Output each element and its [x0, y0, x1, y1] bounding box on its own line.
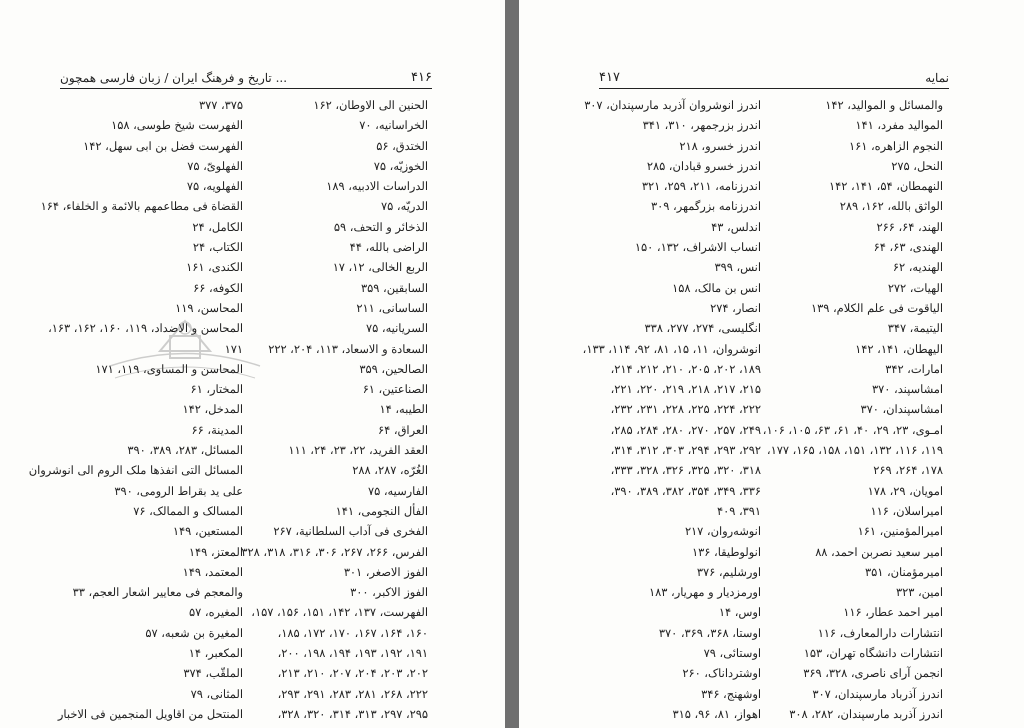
index-entry: الفهلویّ، ۷۵: [187, 158, 243, 173]
index-entry: الیاقوت فی علم الکلام، ۱۳۹: [811, 300, 943, 315]
index-entry: الکندی، ۱۶۱: [186, 260, 243, 275]
index-entry: الصالحین، ۳۵۹: [359, 361, 428, 376]
index-entry: الکامل، ۲۴: [192, 219, 243, 234]
index-entry: القضاة فی مطاعمهم بالائمة و الخلفاء، ۱۶۴: [40, 199, 243, 214]
index-entry: اندرز آذربد مارسپندان، ۲۸۲، ۳۰۸: [789, 706, 943, 721]
index-entry: ۳۷۵، ۳۷۷: [198, 98, 243, 112]
index-entry: المغیرة بن شعبه، ۵۷: [145, 625, 243, 640]
index-entry: الفارسیه، ۷۵: [367, 483, 428, 498]
index-entry: ۲۲۲، ۲۶۸، ۲۸۱، ۲۸۳، ۲۹۱، ۲۹۳،: [277, 686, 428, 701]
index-entry: ۱۹۱، ۱۹۲، ۱۹۳، ۱۹۴، ۱۹۸، ۲۰۰،: [277, 646, 428, 661]
index-entry: الکوفه، ۶۶: [193, 280, 243, 295]
index-entry: امیر احمد عطار، ۱۱۶: [843, 605, 943, 620]
index-entry: امشاسپندان، ۳۷۰: [860, 402, 943, 417]
left-page-header: [60, 66, 432, 89]
index-entry: الحنین الی الاوطان، ۱۶۲: [313, 98, 428, 112]
index-entry: المحاسن و المساوی، ۱۱۹، ۱۷۱: [95, 361, 243, 376]
index-entry: النحل، ۲۷۵: [891, 158, 943, 173]
index-entry: انتشارات دارالمعارف، ۱۱۶: [817, 625, 943, 640]
index-entry: ۱۷۱: [224, 341, 243, 356]
index-entry: المکعبر، ۱۴: [188, 646, 243, 661]
index-entry: انوشروان، ۱۱، ۱۵، ۸۱، ۹۲، ۱۱۴، ۱۳۳،: [582, 341, 761, 356]
index-entry: اوستا، ۳۶۸، ۳۶۹، ۳۷۰: [658, 625, 761, 640]
index-entry: اندلس، ۴۳: [711, 219, 761, 234]
index-entry: اهواز، ۸۱، ۹۶، ۳۱۵: [672, 706, 761, 721]
index-entry: النجوم الزاهره، ۱۶۱: [849, 138, 943, 153]
index-entry: ۱۷۸، ۲۶۴، ۲۶۹: [873, 463, 943, 478]
index-entry: ۳۱۸، ۳۲۰، ۳۲۵، ۳۲۶، ۳۲۸، ۳۳۳،: [610, 463, 761, 478]
index-entry: السریانیه، ۷۵: [366, 321, 428, 336]
index-entry: المستعین، ۱۴۹: [172, 524, 243, 539]
index-entry: اوس، ۱۴: [718, 605, 761, 620]
index-entry: انصار، ۲۷۴: [710, 300, 761, 315]
index-entry: الکتاب، ۲۴: [192, 240, 243, 255]
index-entry: اندرز انوشروان آذربد مارسپندان، ۳۰۷: [584, 98, 761, 112]
index-entry: المدخل، ۱۴۲: [182, 402, 243, 417]
index-entry: امشاسپند، ۳۷۰: [872, 382, 943, 397]
index-entry: السعادة و الاسعاد، ۱۱۳، ۲۰۴، ۲۲۲: [268, 341, 428, 356]
index-entry: المحاسن و الاضداد، ۱۱۹، ۱۶۰، ۱۶۲، ۱۶۳،: [48, 321, 243, 336]
index-entry: والمعجم فی معاییر اشعار العجم، ۳۳: [72, 585, 243, 600]
index-entry: الراضی بالله، ۴۴: [349, 240, 428, 255]
index-entry: الدریّه، ۷۵: [381, 199, 428, 214]
index-entry: الفوز الاکبر، ۳۰۰: [350, 585, 428, 600]
index-entry: اورمزدیار و مهریار، ۱۸۳: [649, 585, 761, 600]
index-entry: المنتحل من اقاویل المنجمین فی الاخبار: [57, 706, 243, 721]
index-entry: المدینة، ۶۶: [191, 422, 243, 437]
index-entry: اورشلیم، ۳۷۶: [696, 564, 761, 579]
page-divider: [505, 0, 519, 728]
index-entry: الفهرست فضل بن ابی سهل، ۱۴۲: [83, 138, 243, 153]
index-entry: ۲۲۲، ۲۲۴، ۲۲۵، ۲۲۸، ۲۳۱، ۲۳۲،: [610, 402, 761, 417]
index-entry: الواثق بالله، ۱۶۲، ۲۸۹: [839, 199, 943, 214]
index-entry: والمسائل و المواليد، ۱۴۲: [825, 98, 943, 112]
index-entry: المعتز، ۱۴۹: [188, 544, 243, 559]
right-page-header: [599, 66, 949, 89]
index-entry: اوستائی، ۷۹: [703, 646, 761, 661]
left-page: [0, 0, 505, 728]
index-entry: امین، ۳۲۳: [895, 585, 943, 600]
index-entry: الختدق، ۵۶: [376, 138, 428, 153]
index-entry: الهندی، ۶۳، ۶۴: [873, 240, 943, 255]
index-column-left: [28, 95, 243, 724]
index-column-right: [241, 95, 428, 724]
running-title: نمایه: [925, 71, 949, 85]
index-entry: ۲۰۲، ۲۰۳، ۲۰۴، ۲۰۷، ۲۱۰، ۲۱۳،: [277, 666, 428, 681]
index-entry: انس، ۳۹۹: [714, 260, 761, 275]
page-number: ۴۱۶: [411, 70, 432, 85]
index-entry: انوشه‌روان، ۲۱۷: [684, 524, 761, 539]
index-entry: ۲۹۵، ۲۹۷، ۳۱۳، ۳۱۴، ۳۲۰، ۳۲۸،: [277, 706, 428, 721]
index-entry: المسالک و الممالک، ۷۶: [133, 503, 243, 518]
index-entry: المواليد مفرد، ۱۴۱: [855, 118, 943, 133]
index-entry: اوشهنج، ۳۴۶: [701, 686, 761, 701]
index-entry: العراق، ۶۴: [378, 422, 428, 437]
index-entry: المحاسن، ۱۱۹: [175, 300, 243, 315]
index-entry: انولوطیقا، ۱۳۶: [692, 544, 761, 559]
index-entry: اندرزنامه بزرگمهر، ۳۰۹: [651, 199, 761, 214]
index-entry: الخوزیّه، ۷۵: [373, 158, 428, 173]
index-entry: العقد الفرید، ۲۲، ۲۳، ۲۴، ۱۱۱: [288, 443, 428, 458]
page-number: ۴۱۷: [599, 70, 620, 85]
index-entry: اندرز بزرجمهر، ۳۱۰، ۳۴۱: [642, 118, 761, 133]
index-entry: ۲۱۵، ۲۱۷، ۲۱۸، ۲۱۹، ۲۲۰، ۲۲۱،: [610, 382, 761, 397]
index-entry: اندرز خسرو، ۲۱۸: [679, 138, 761, 153]
index-entry: المعتمد، ۱۴۹: [182, 564, 243, 579]
index-entry: امویان، ۲۹، ۱۷۸: [867, 483, 943, 498]
index-entry: اندرزنامه، ۲۱۱، ۲۵۹، ۳۲۱: [641, 179, 761, 194]
index-entry: امارات، ۳۴۲: [885, 361, 943, 376]
index-entry: علی ید بقراط الرومی، ۳۹۰: [114, 483, 243, 498]
index-entry: الذخائر و التحف، ۵۹: [333, 219, 428, 234]
index-entry: اندرز خسرو قبادان، ۲۸۵: [646, 158, 761, 173]
index-entry: الفوز الاصغر، ۳۰۱: [343, 564, 428, 579]
index-entry: امیراسلان، ۱۱۶: [870, 503, 943, 518]
index-entry: انساب الاشراف، ۱۳۲، ۱۵۰: [634, 240, 761, 255]
index-entry: انس بن مالک، ۱۵۸: [672, 280, 761, 295]
index-entry: الغُرّه، ۲۸۷، ۲۸۸: [352, 463, 428, 478]
index-entry: الفأل النجومی، ۱۴۱: [335, 503, 428, 518]
index-entry: امیر سعید نصربن احمد، ۸۸: [815, 544, 943, 559]
running-title: تاریخ و فرهنگ ایران / زبان فارسی همچون ...: [60, 71, 288, 85]
index-entry: ۲۴۹، ۲۵۷، ۲۷۰، ۲۸۰، ۲۸۴، ۲۸۵،: [610, 422, 761, 437]
index-entry: ۱۱۹، ۱۱۶، ۱۳۲، ۱۵۱، ۱۵۸، ۱۶۵، ۱۷۷،: [766, 443, 943, 458]
index-entry: الساسانی، ۲۱۱: [356, 300, 428, 315]
index-entry: السابقین، ۳۵۹: [361, 280, 428, 295]
index-entry: ۱۸۹، ۲۰۲، ۲۰۵، ۲۱۰، ۲۱۲، ۲۱۴،: [610, 361, 761, 376]
index-entry: الهندیه، ۶۲: [892, 260, 943, 275]
index-entry: الفهرست، ۱۳۷، ۱۴۲، ۱۵۱، ۱۵۶، ۱۵۷،: [251, 605, 428, 620]
index-entry: الفرس، ۲۶۶، ۲۶۷، ۳۰۶، ۳۱۶، ۳۱۸، ۳۲۸: [241, 544, 428, 559]
index-entry: الطیبه، ۱۴: [379, 402, 428, 417]
index-entry: انجمن آرای ناصری، ۳۲۸، ۳۶۹: [803, 666, 943, 681]
index-column-right: [762, 95, 943, 724]
index-entry: ۲۹۲، ۲۹۳، ۲۹۴، ۳۰۳، ۳۱۲، ۳۱۴،: [610, 443, 761, 458]
index-entry: النهمطان، ۵۴، ۱۴۱، ۱۴۲: [829, 179, 943, 194]
index-entry: المثانی، ۷۹: [190, 686, 243, 701]
index-entry: اوشترداناک، ۲۶۰: [682, 666, 761, 681]
index-entry: الهند، ۶۴، ۲۶۶: [876, 219, 943, 234]
index-column-left: [575, 95, 761, 724]
index-entry: الدراسات الادبیه، ۱۸۹: [326, 179, 428, 194]
index-entry: انگلیسی، ۲۷۴، ۲۷۷، ۳۳۸: [644, 321, 761, 336]
index-entry: الفهلویه، ۷۵: [186, 179, 243, 194]
index-entry: الخراسانیه، ۷۰: [359, 118, 428, 133]
index-entry: الملقّب، ۳۷۴: [183, 666, 243, 681]
index-entry: انتشارات دانشگاه تهران، ۱۵۳: [803, 646, 943, 661]
index-entry: الیهطان، ۱۴۱، ۱۴۲: [855, 341, 943, 356]
index-entry: المغیره، ۵۷: [189, 605, 243, 620]
index-entry: المسائل، ۲۸۳، ۳۸۹، ۳۹۰: [127, 443, 243, 458]
index-entry: امیرالمؤمنین، ۱۶۱: [857, 524, 943, 539]
index-entry: ۳۹۱، ۴۰۹: [716, 503, 761, 518]
right-page: [519, 0, 1024, 728]
index-entry: امیرمؤمنان، ۳۵۱: [864, 564, 943, 579]
index-entry: الهیات، ۲۷۲: [887, 280, 943, 295]
index-entry: اندرز آذرباد مارسپندان، ۳۰۷: [812, 686, 943, 701]
index-entry: الفهرست شیخ طوسی، ۱۵۸: [111, 118, 243, 133]
index-entry: المختار، ۶۱: [190, 382, 243, 397]
index-entry: الربع الخالی، ۱۲، ۱۷: [332, 260, 428, 275]
index-entry: ۳۳۶، ۳۴۹، ۳۵۴، ۳۸۲، ۳۸۹، ۳۹۰،: [610, 483, 761, 498]
index-entry: الیتیمة، ۳۴۷: [887, 321, 943, 336]
index-entry: ۱۶۰، ۱۶۴، ۱۶۷، ۱۷۰، ۱۷۲، ۱۸۵،: [277, 625, 428, 640]
index-entry: الفخری فی آداب السلطانیة، ۲۶۷: [273, 524, 428, 539]
index-entry: الصناعتین، ۶۱: [362, 382, 428, 397]
index-entry: امـوی، ۲۳، ۲۹، ۴۰، ۶۱، ۶۳، ۱۰۵، ۱۰۶،: [762, 422, 943, 437]
index-entry: المسائل التی انفذها ملک الروم الی انوشروان: [28, 463, 243, 478]
